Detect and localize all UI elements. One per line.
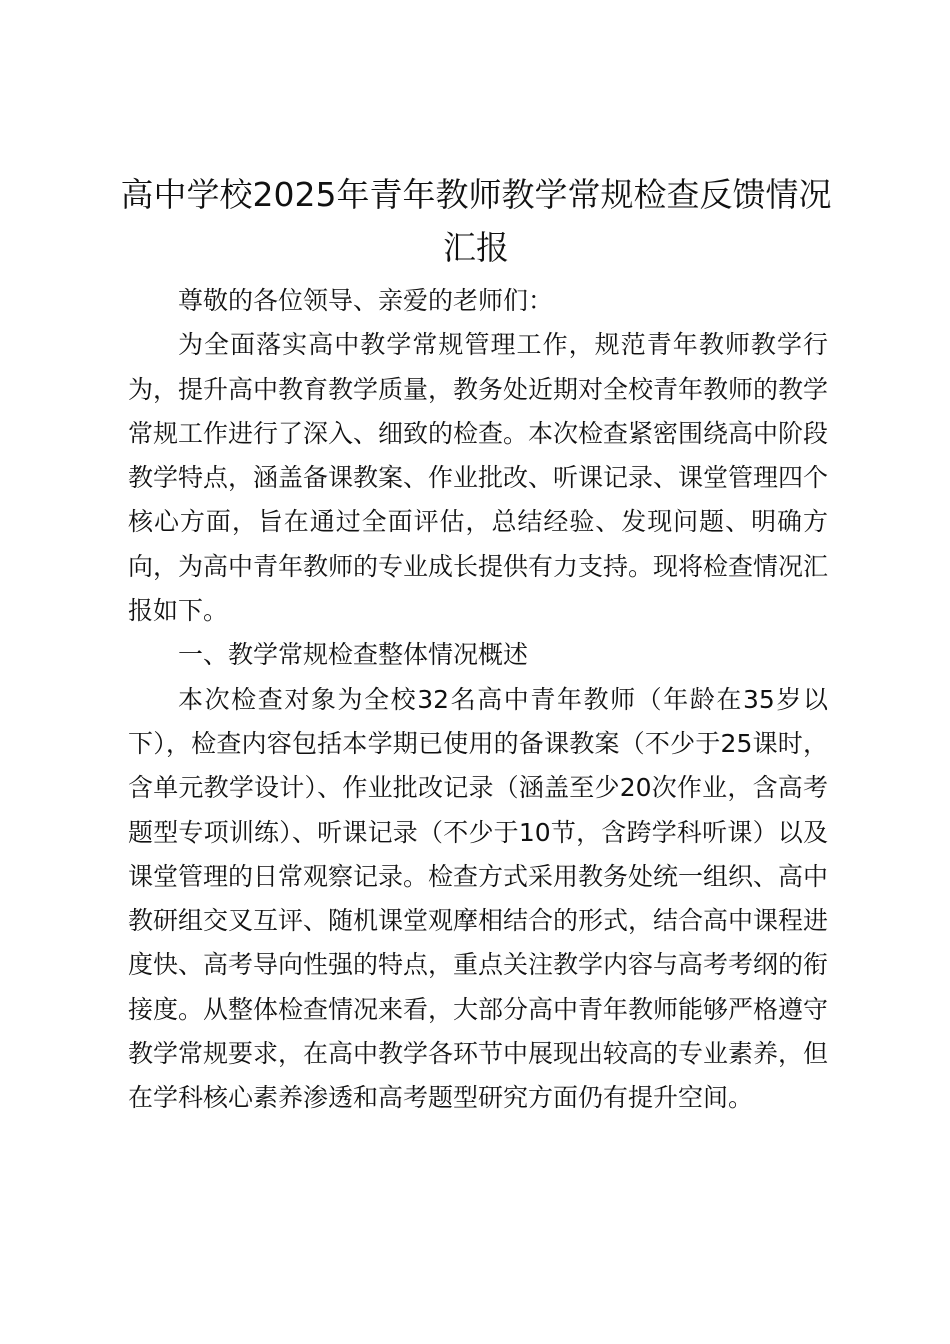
intro-paragraph: 为全面落实高中教学常规管理工作，规范青年教师教学行为，提升高中教育教学质量，教务处近期对全校青年教师的教学常规工作进行了深入、细致的检查。本次检查紧密围绕高中阶段教学特点，涵盖备课教案、作业批改、听课记录、课堂管理四个核心方面，旨在通过全面评估，总结经验、发现问题、明确方向，为高中青年教师的专业成长提供有力支持。现将检查情况汇报如下。 [128, 330, 829, 626]
section-heading: 一、教学常规检查整体情况概述 [178, 640, 529, 670]
greeting-paragraph: 尊敬的各位领导、亲爱的老师们： [178, 286, 554, 315]
overview-paragraph: 本次检查对象为全校32名高中青年教师（年龄在35岁以下），检查内容包括本学期已使用的备课教案（不少于25课时，含单元教学设计）、作业批改记录（涵盖至少20次作业，含高考题型专项训练）、听课记录（不少于10节，含跨学科听课）以及课堂管理的日常观察记录。检查方式采用教务处统一组织、高中教研组交叉互评、随机课堂观摩相结合的形式，结合高中课程进度快、高考导向性强的特点，重点关注教学内容与高考考纲的衔接度。从整体检查情况来看，大部分高中青年教师能够严格遵守教学常规要求，在高中教学各环节中展现出较高的专业素养，但在学科核心素养渗透和高考题型研究方面仍有提升空间。 [128, 684, 829, 1113]
document-title: 高中学校2025年青年教师教学常规检查反馈情况汇报 [120, 175, 832, 267]
document-body [128, 279, 828, 1121]
